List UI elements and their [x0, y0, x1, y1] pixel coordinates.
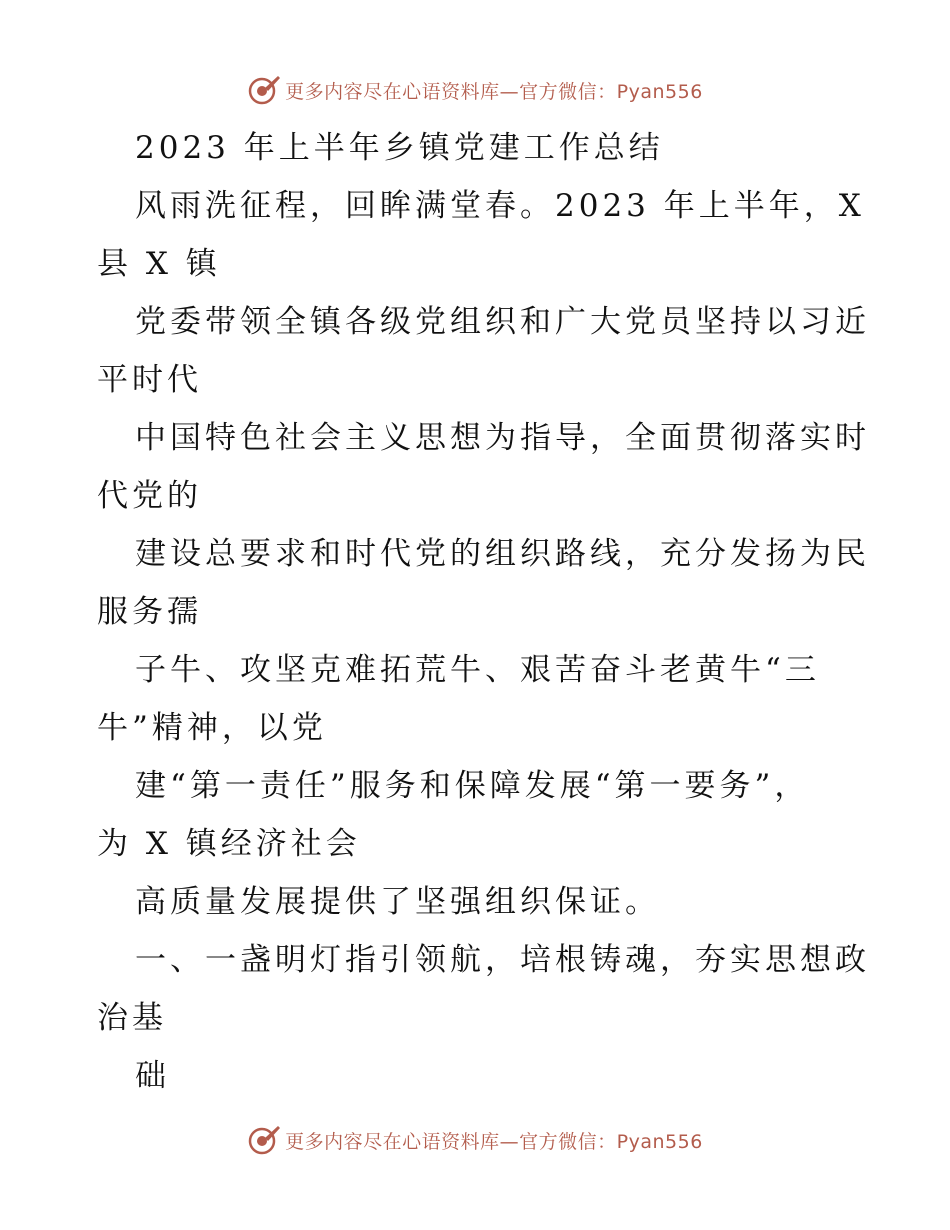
- paragraph-line: 牛”精神，以党: [97, 710, 327, 746]
- paragraph-line: 建设总要求和时代党的组织路线，充分发扬为民: [135, 536, 870, 572]
- paragraph-line: 中国特色社会主义思想为指导，全面贯彻落实时: [135, 420, 870, 456]
- paragraph-line: 党委带领全镇各级党组织和广大党员坚持以习近: [135, 304, 870, 340]
- section-heading: 一、一盏明灯指引领航，培根铸魂，夯实思想政: [135, 942, 870, 978]
- paragraph-line: 高质量发展提供了坚强组织保证。: [135, 884, 660, 920]
- paragraph-line: 代党的: [97, 478, 202, 514]
- paragraph-line: 风雨洗征程，回眸满堂春。2023 年上半年，X: [135, 188, 865, 224]
- pen-logo-icon: [247, 1123, 281, 1157]
- section-heading-continued: 治基: [97, 1000, 167, 1036]
- document-title: 2023 年上半年乡镇党建工作总结: [135, 130, 664, 166]
- watermark-header: [0, 70, 950, 110]
- paragraph-line: 为 X 镇经济社会: [97, 826, 361, 862]
- paragraph-line: 县 X 镇: [97, 246, 221, 282]
- watermark-text: 更多内容尽在心语资料库—官方微信：Pyan556: [285, 80, 703, 103]
- section-heading-continued: 础: [135, 1058, 170, 1094]
- paragraph-line: 建“第一责任”服务和保障发展“第一要务”，: [135, 768, 810, 804]
- watermark-text: 更多内容尽在心语资料库—官方微信：Pyan556: [285, 1130, 703, 1153]
- paragraph-line: 服务孺: [97, 594, 202, 630]
- watermark-footer: [0, 1120, 950, 1160]
- paragraph-line: 平时代: [97, 362, 202, 398]
- paragraph-line: 子牛、攻坚克难拓荒牛、艰苦奋斗老黄牛“三: [135, 652, 820, 688]
- pen-logo-icon: [247, 73, 281, 107]
